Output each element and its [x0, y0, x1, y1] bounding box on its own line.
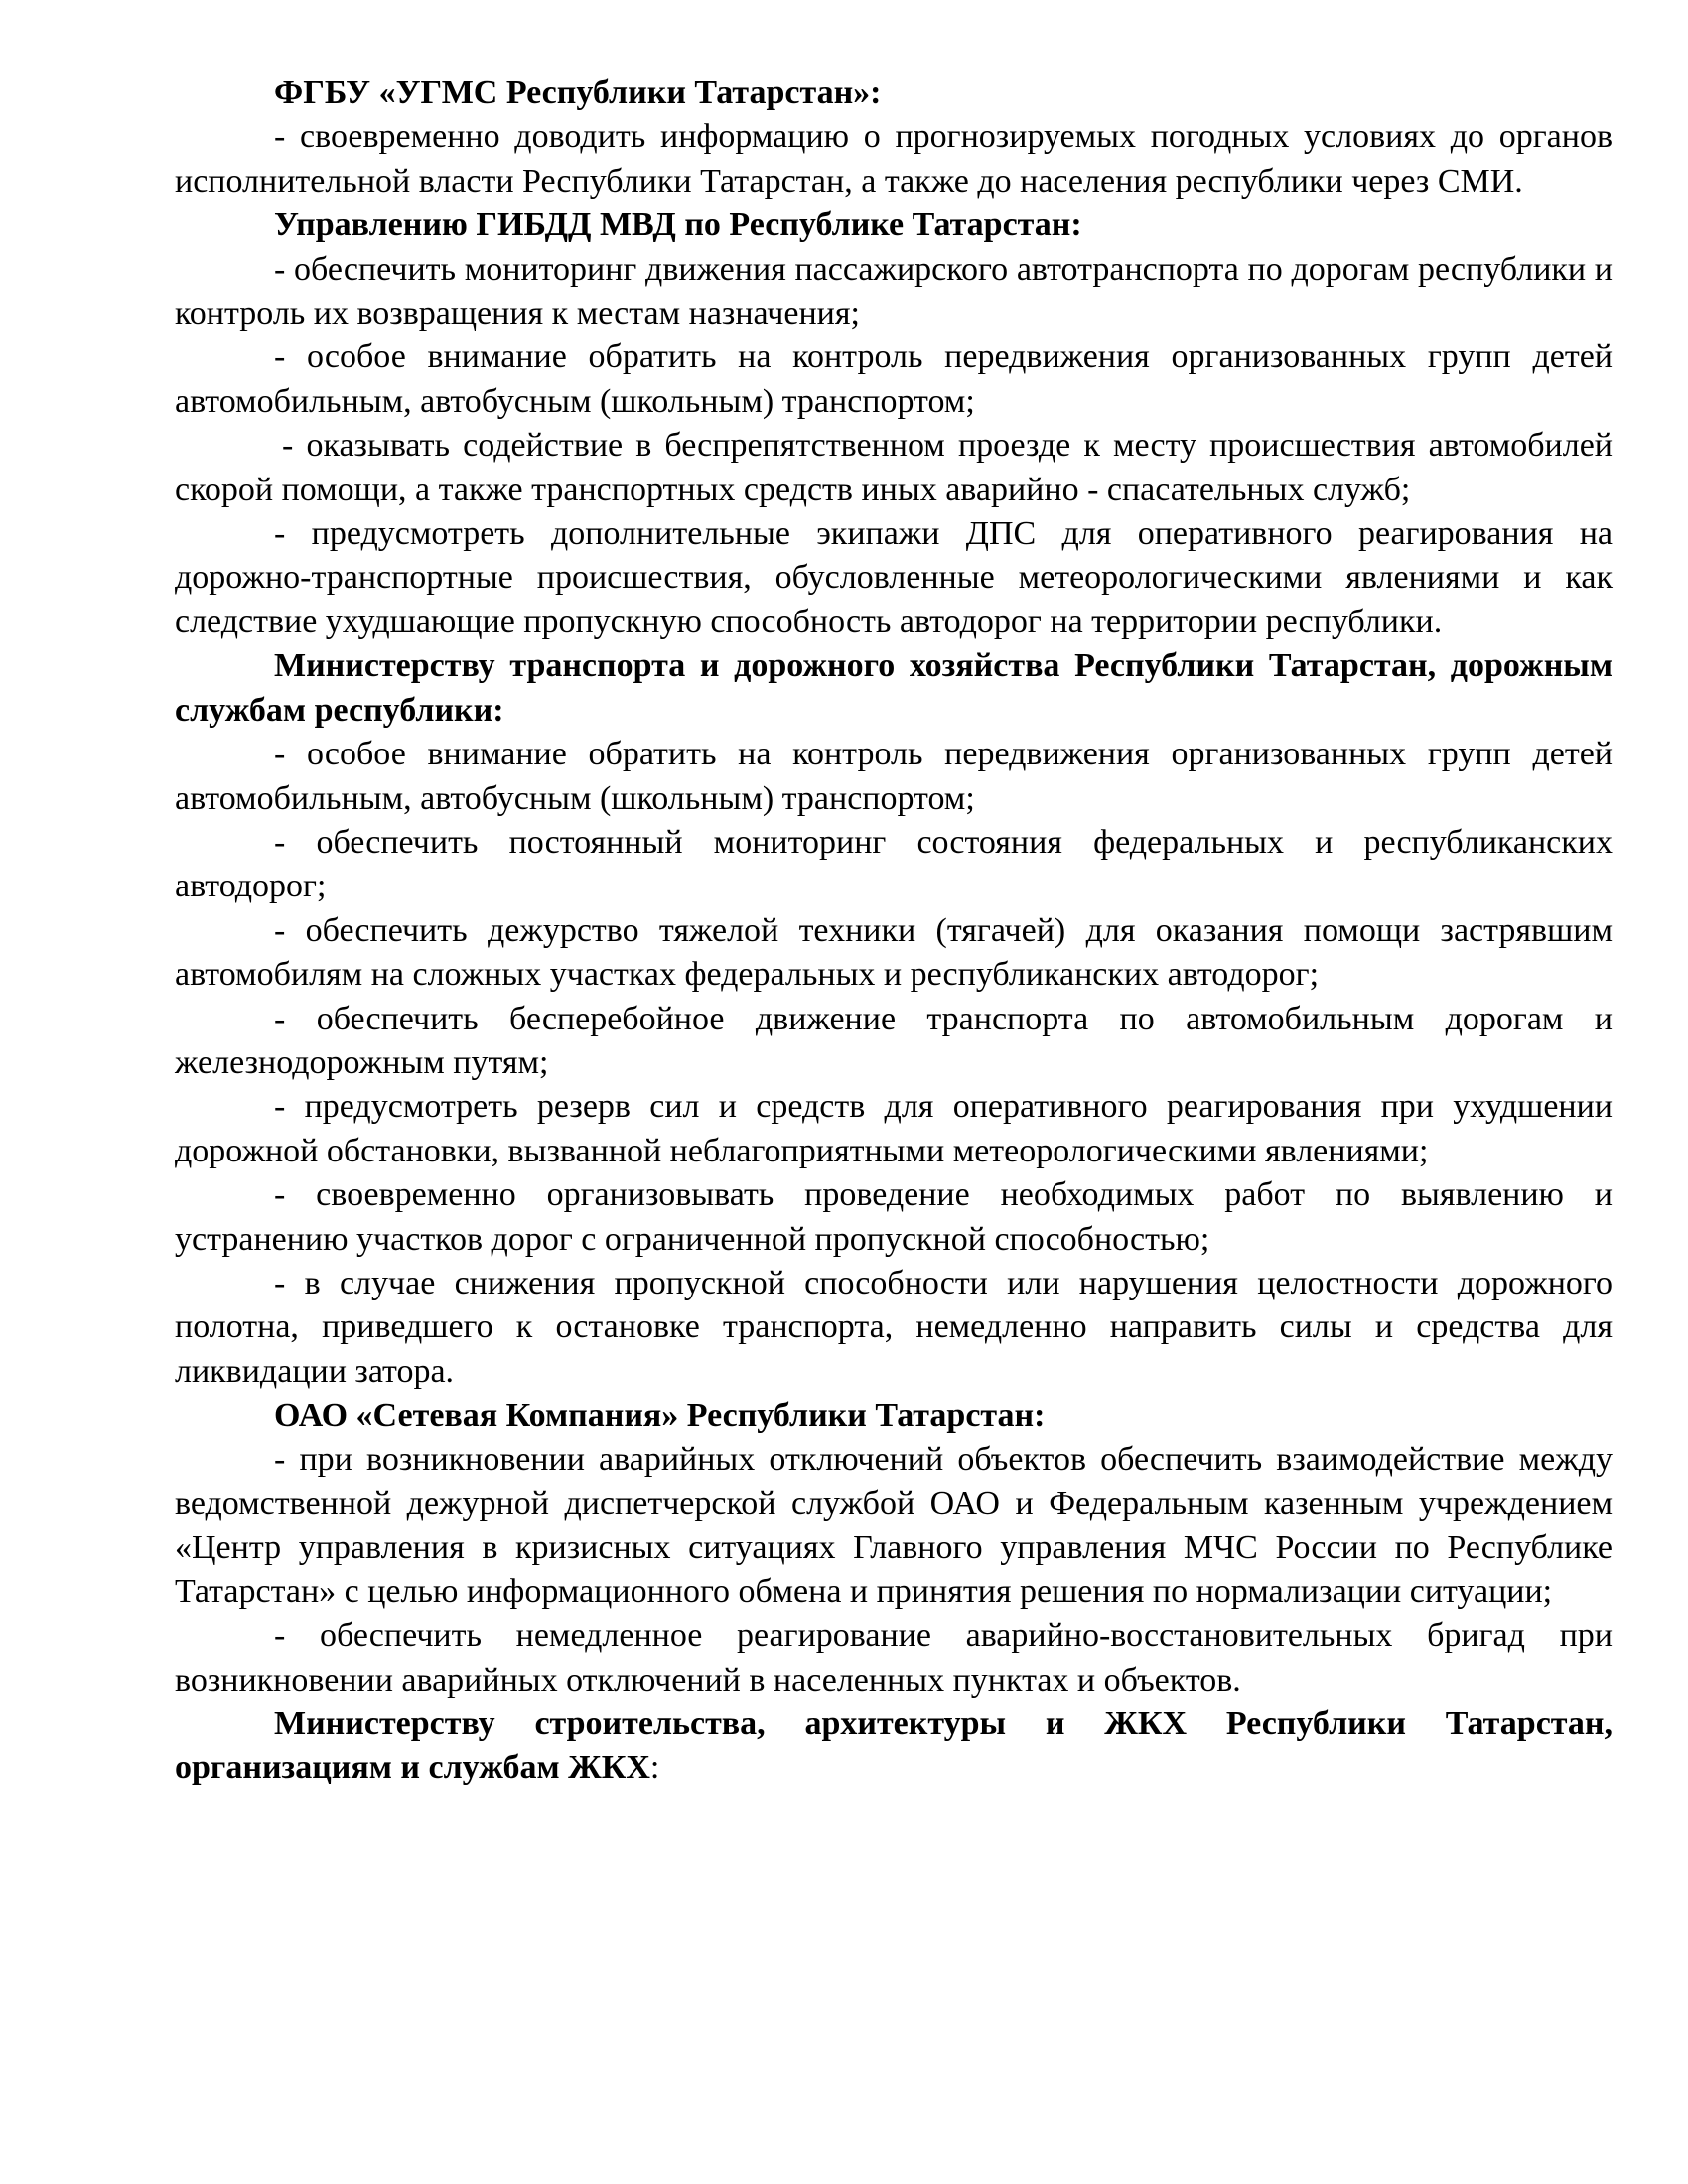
section-heading-minstroy: [175, 1703, 1613, 1791]
list-item: - обеспечить постоянный мониторинг состояния федеральных и республиканских автодорог;: [175, 823, 1613, 905]
list-item: - при возникновении аварийных отключений объектов обеспечить взаимодействие между ведомственной дежурной диспетчерской службой ОАО и Федеральным казенным учреждением «Центр управления в кризисных ситуациях Главного управления МЧС России по Республике Татарстан» с целью информационного обмена и принятия решения по нормализации ситуации;: [175, 1440, 1613, 1610]
list-item: - предусмотреть дополнительные экипажи ДПС для оперативного реагирования на дорожно-транспортные происшествия, обусловленные метеорологическими явлениями и как следствие ухудшающие пропускную способность автодорог на территории республики.: [175, 515, 1613, 640]
list-item: - обеспечить дежурство тяжелой техники (тягачей) для оказания помощи застрявшим автомобилям на сложных участках федеральных и республиканских автодорог;: [175, 911, 1613, 994]
list-item: - обеспечить немедленное реагирование аварийно-восстановительных бригад при возникновении аварийных отключений в населенных пунктах и объектов.: [175, 1617, 1613, 1699]
list-item: - особое внимание обратить на контроль передвижения организованных групп детей автомобильным, автобусным (школьным) транспортом;: [175, 339, 1613, 420]
list-item: - оказывать содействие в беспрепятственном проезде к месту происшествия автомобилей скорой помощи, а также транспортных средств иных аварийно - спасательных служб;: [175, 427, 1613, 508]
section-heading-mintrans: Министерству транспорта и дорожного хозяйства Республики Татарстан, дорожным службам республики:: [175, 647, 1613, 729]
heading-colon: :: [649, 1749, 660, 1787]
section-heading-ugms: ФГБУ «УГМС Республики Татарстан»:: [274, 74, 882, 111]
list-item: - обеспечить мониторинг движения пассажирского автотранспорта по дорогам республики и контроль их возвращения к местам назначения;: [175, 250, 1613, 333]
section-heading-text: Министерству строительства, архитектуры и ЖКХ Республики Татарстан, организациям и службам ЖКХ: [175, 1706, 1613, 1787]
list-item: - обеспечить бесперебойное движение транспорта по автомобильным дорогам и железнодорожным путям;: [175, 1000, 1613, 1081]
list-item: - в случае снижения пропускной способности или нарушения целостности дорожного полотна, приведшего к остановке транспорта, немедленно направить силы и средства для ликвидации затора.: [175, 1264, 1613, 1390]
list-item: - своевременно организовывать проведение необходимых работ по выявлению и устранению участков дорог с ограниченной пропускной способностью;: [175, 1176, 1613, 1258]
section-heading-setevaya: ОАО «Сетевая Компания» Республики Татарстан:: [274, 1397, 1046, 1434]
list-item: - особое внимание обратить на контроль передвижения организованных групп детей автомобильным, автобусным (школьным) транспортом;: [175, 736, 1613, 817]
list-item: - предусмотреть резерв сил и средств для оперативного реагирования при ухудшении дорожной обстановки, вызванной неблагоприятными метеорологическими явлениями;: [175, 1088, 1613, 1169]
document-page: [175, 71, 1613, 1791]
list-item: - своевременно доводить информацию о прогнозируемых погодных условиях до органов исполнительной власти Республики Татарстан, а также до населения республики через СМИ.: [175, 118, 1613, 200]
section-heading-gibdd: Управлению ГИБДД МВД по Республике Татарстан:: [274, 206, 1082, 244]
